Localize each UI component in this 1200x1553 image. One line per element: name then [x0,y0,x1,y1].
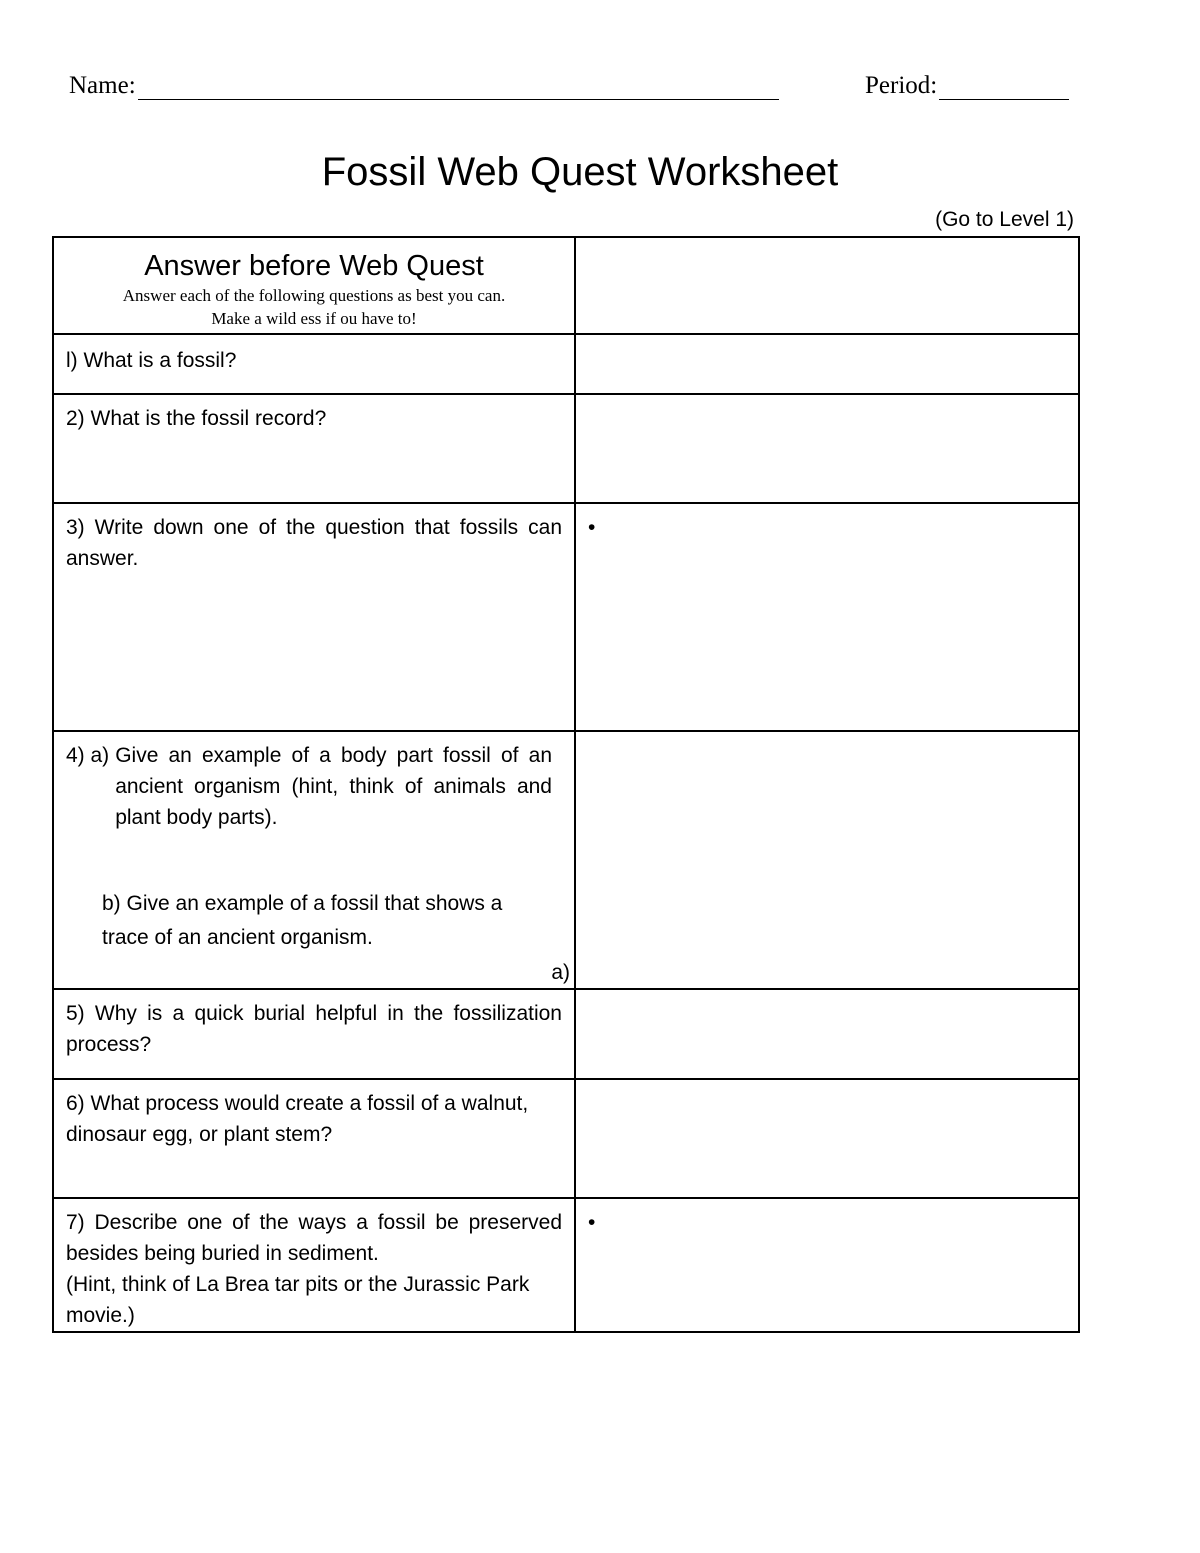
question-1: l) What is a fossil? [53,334,575,394]
header-instructions-2: Make a wild ess if ou have to! [211,309,417,328]
period-field[interactable] [865,72,1069,100]
period-blank-line[interactable] [939,75,1069,100]
level-note: (Go to Level 1) [935,208,1074,231]
answer-cell-6[interactable] [575,1079,1079,1198]
answer-cell-header[interactable] [575,237,1079,334]
period-label: Period: [865,72,938,99]
question-6: 6) What process would create a fossil of a walnut, dinosaur egg, or plant stem? [53,1079,575,1198]
bullet-icon: • [588,516,596,539]
question-row-4 [53,731,1079,989]
question-7-cell [53,1198,575,1332]
question-row-5 [53,989,1079,1079]
question-3: 3) Write down one of the question that fossils can answer. [53,503,575,731]
question-4b: b) Give an example of a fossil that shows a trace of an ancient organism. [102,892,503,949]
question-4a-block [66,740,562,833]
answer-cell-7[interactable] [575,1198,1079,1332]
question-4a: Give an example of a body part fossil of an ancient organism (hint, think of animals and plant body parts). [115,744,552,829]
name-field[interactable] [69,72,779,100]
answer-cell-3[interactable] [575,503,1079,731]
answer-a-label: a) [551,961,570,984]
question-5: 5) Why is a quick burial helpful in the fossilization process? [53,989,575,1079]
question-7-hint: (Hint, think of La Brea tar pits or the Jurassic Park movie.) [66,1273,530,1327]
answer-cell-1[interactable] [575,334,1079,394]
question-row-7 [53,1198,1079,1332]
header-instructions-1: Answer each of the following questions as best you can. [122,286,506,305]
bullet-icon: • [588,1211,596,1234]
name-blank-line[interactable] [138,75,779,100]
question-row-3 [53,503,1079,731]
table-header-row [53,237,1079,334]
page-title: Fossil Web Quest Worksheet [321,150,839,194]
answer-cell-4[interactable] [575,731,1079,989]
answer-cell-5[interactable] [575,989,1079,1079]
answer-cell-2[interactable] [575,394,1079,503]
header-cell [53,237,575,334]
question-7: 7) Describe one of the ways a fossil be preserved besides being buried in sediment. [66,1211,562,1265]
question-row-1 [53,334,1079,394]
name-label: Name: [69,72,136,99]
question-row-2 [53,394,1079,503]
worksheet-table [52,236,1080,1333]
question-2: 2) What is the fossil record? [53,394,575,503]
question-row-6 [53,1079,1079,1198]
header-title: Answer before Web Quest [144,250,484,282]
question-4a-prefix: 4) a) [66,744,110,767]
question-4-cell [53,731,575,989]
